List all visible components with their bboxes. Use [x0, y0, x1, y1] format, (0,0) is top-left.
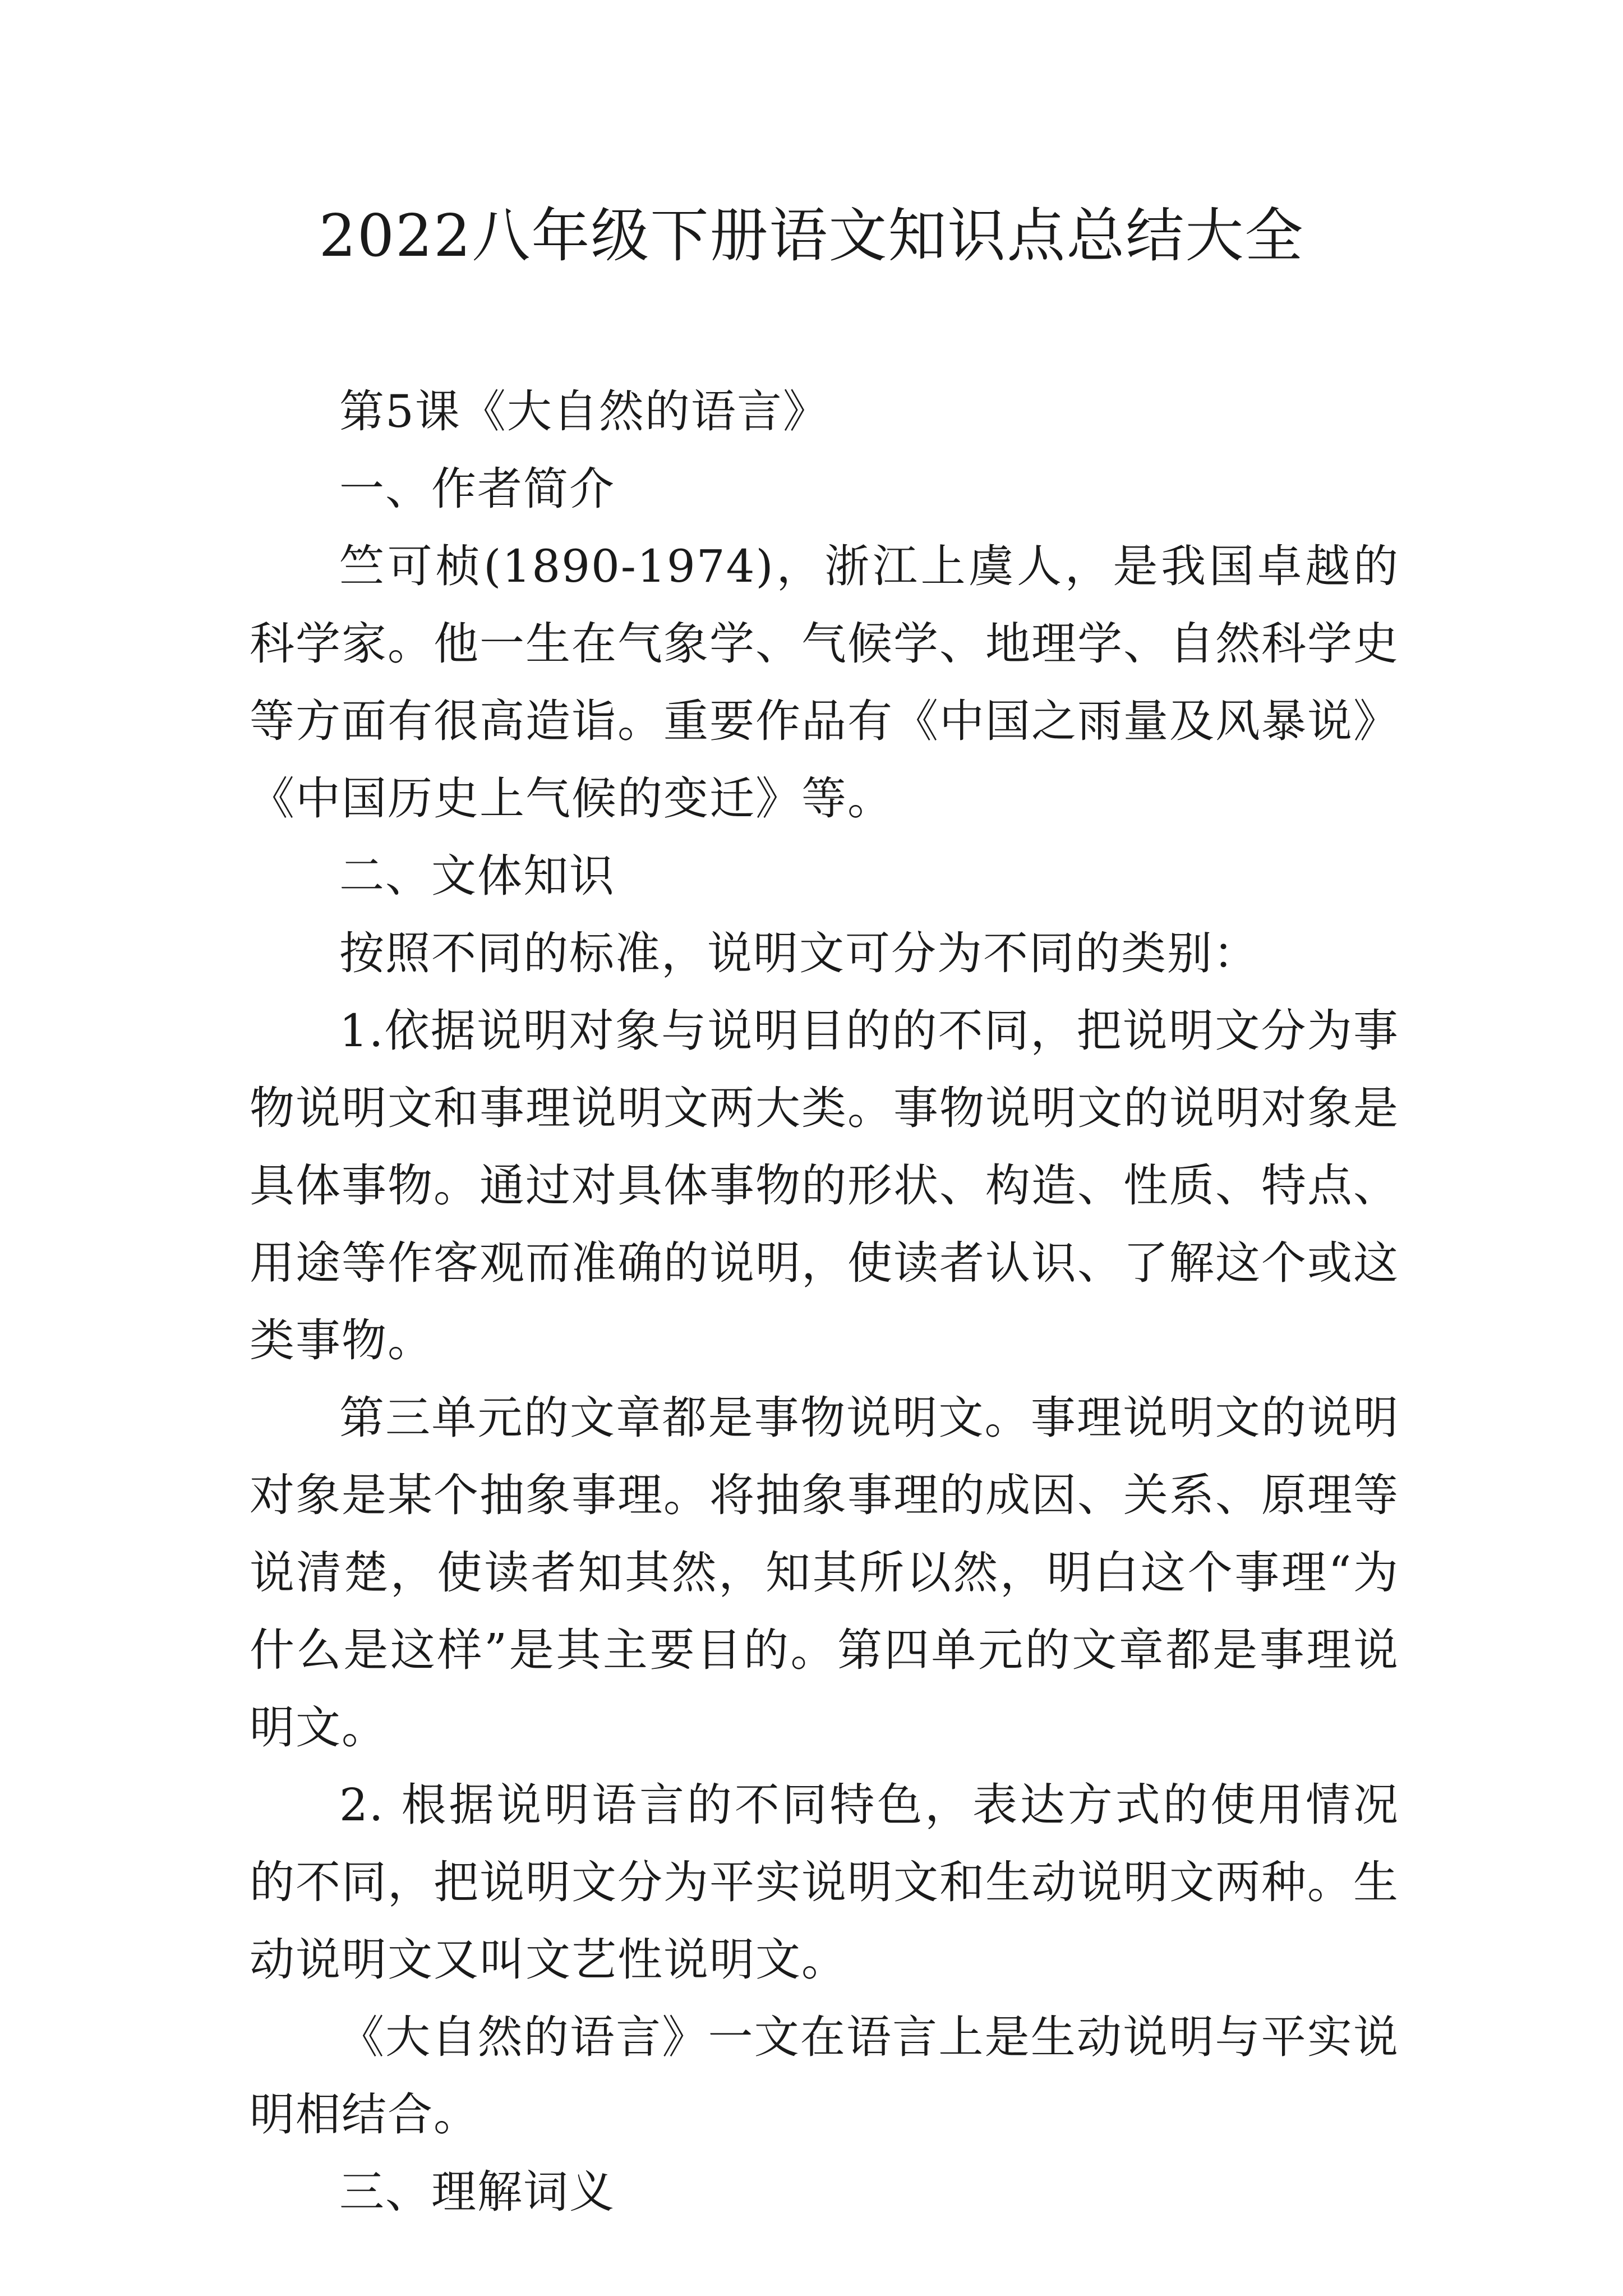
- section-heading-vocabulary: 三、理解词义: [339, 2166, 615, 2218]
- paragraph-unit-note: 第三单元的文章都是事物说明文。事理说明文的说明对象是某个抽象事理。将抽象事理的成因、关系、原理等说清楚，使读者知其然，知其所以然，明白这个事理“为什么是这样”是其主要目的。第四单元的文章都是事理说明文。: [250, 1392, 1399, 1754]
- paragraph-author-bio: 竺可桢(1890-1974)，浙江上虞人，是我国卓越的科学家。他一生在气象学、气候学、地理学、自然科学史等方面有很高造诣。重要作品有《中国之雨量及风暴说》《中国历史上气候的变迁》等。: [250, 540, 1399, 825]
- document-title: 2022八年级下册语文知识点总结大全: [319, 201, 1304, 270]
- paragraph-genre-point-2: 2. 根据说明语言的不同特色，表达方式的使用情况的不同，把说明文分为平实说明文和生动说明文两种。生动说明文又叫文艺性说明文。: [250, 1779, 1399, 1986]
- section-heading-author: 一、作者简介: [339, 463, 615, 515]
- paragraph-genre-point-1: 1.依据说明对象与说明目的的不同，把说明文分为事物说明文和事理说明文两大类。事物说明文的说明对象是具体事物。通过对具体事物的形状、构造、性质、特点、用途等作客观而准确的说明，使读者认识、了解这个或这类事物。: [250, 1005, 1399, 1366]
- paragraph-genre-intro: 按照不同的标准，说明文可分为不同的类别：: [339, 927, 1259, 979]
- paragraph-text-style: 《大自然的语言》一文在语言上是生动说明与平实说明相结合。: [250, 2011, 1399, 2141]
- lesson-heading: 第5课《大自然的语言》: [339, 385, 829, 438]
- document-body: [250, 373, 1399, 2231]
- section-heading-genre: 二、文体知识: [339, 850, 615, 902]
